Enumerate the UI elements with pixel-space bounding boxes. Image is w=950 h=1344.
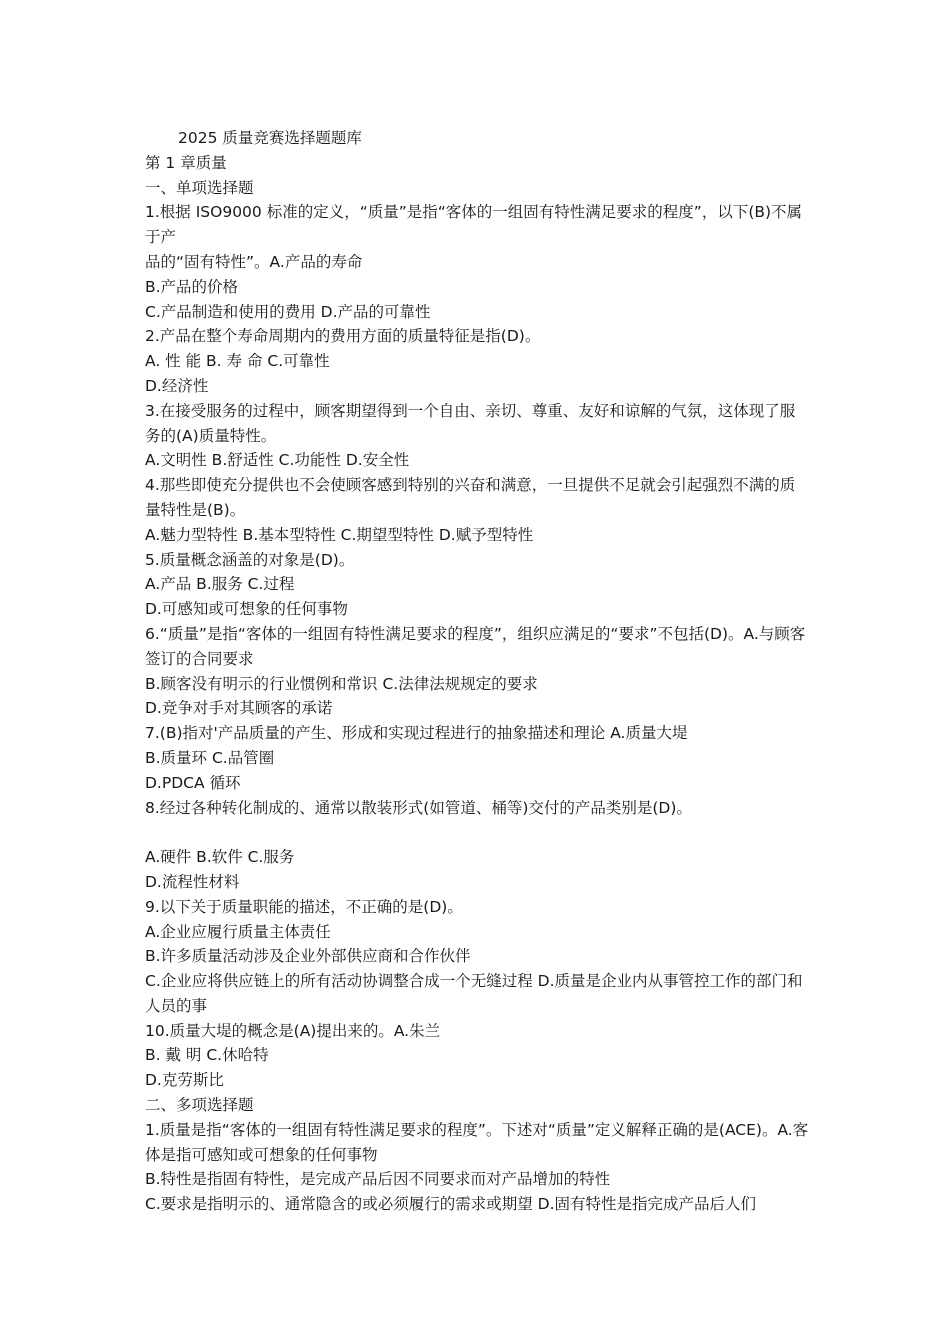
text-line: D.可感知或可想象的任何事物 — [145, 600, 348, 619]
text-line: D.竞争对手对其顾客的承诺 — [145, 699, 333, 718]
text-line: 9.以下关于质量职能的描述，不正确的是(D)。 — [145, 897, 463, 916]
text-line: A.产品 B.服务 C.过程 — [145, 575, 295, 594]
text-line: A.硬件 B.软件 C.服务 — [145, 848, 295, 867]
text-line: D.克劳斯比 — [145, 1071, 224, 1090]
text-line: B.产品的价格 — [145, 277, 239, 296]
text-line: D.经济性 — [145, 376, 209, 395]
text-line: B. 戴 明 C.休哈特 — [145, 1046, 269, 1065]
text-line: 6.“质量”是指“客体的一组固有特性满足要求的程度”，组织应满足的“要求”不包括(D)。A.与顾客签订的合同要求 — [145, 624, 806, 668]
text-line: B.特性是指固有特性，是完成产品后因不同要求而对产品增加的特性 — [145, 1170, 611, 1189]
text-line: 一、单项选择题 — [145, 178, 254, 197]
text-line: 7.(B)指对'产品质量的产生、形成和实现过程进行的抽象描述和理论 A.质量大堤 — [145, 724, 688, 743]
blank-line — [145, 820, 810, 845]
text-line: 1.根据 ISO9000 标准的定义，“质量”是指“客体的一组固有特性满足要求的程度”，以下(B)不属于产 — [145, 203, 803, 247]
text-line: 第 1 章质量 — [145, 153, 227, 172]
text-line: 品的“固有特性”。A.产品的寿命 — [145, 252, 363, 271]
text-line: D.流程性材料 — [145, 872, 240, 891]
text-line: 1.质量是指“客体的一组固有特性满足要求的程度”。下述对“质量”定义解释正确的是(ACE)。A.客体是指可感知或可想象的任何事物 — [145, 1120, 809, 1164]
text-line: 8.经过各种转化制成的、通常以散装形式(如管道、桶等)交付的产品类别是(D)。 — [145, 798, 692, 817]
text-line: 10.质量大堤的概念是(A)提出来的。A.朱兰 — [145, 1021, 441, 1040]
document-body — [145, 126, 810, 1217]
text-line: B.顾客没有明示的行业惯例和常识 C.法律法规规定的要求 — [145, 674, 538, 693]
text-line: C.产品制造和使用的费用 D.产品的可靠性 — [145, 302, 431, 321]
text-line: 5.质量概念涵盖的对象是(D)。 — [145, 550, 355, 569]
text-line: A.魅力型特性 B.基本型特性 C.期望型特性 D.赋予型特性 — [145, 525, 534, 544]
text-line: C.企业应将供应链上的所有活动协调整合成一个无缝过程 D.质量是企业内从事管控工作的部门和人员的事 — [145, 972, 803, 1015]
text-line: 2.产品在整个寿命周期内的费用方面的质量特征是指(D)。 — [145, 327, 541, 346]
text-line: A.企业应履行质量主体责任 — [145, 922, 331, 941]
text-line: B.质量环 C.品管圈 — [145, 748, 275, 767]
text-line: A. 性 能 B. 寿 命 C.可靠性 — [145, 352, 330, 371]
document-title: 2025 质量竞赛选择题题库 — [178, 129, 362, 147]
text-line: 4.那些即使充分提供也不会使顾客感到特别的兴奋和满意，一旦提供不足就会引起强烈不满的质量特性是(B)。 — [145, 476, 796, 519]
text-line: 二、多项选择题 — [145, 1096, 254, 1115]
text-line: 3.在接受服务的过程中，顾客期望得到一个自由、亲切、尊重、友好和谅解的气氛，这体现了服务的(A)质量特性。 — [145, 401, 796, 445]
text-line: C.要求是指明示的、通常隐含的或必须履行的需求或期望 D.固有特性是指完成产品后人们 — [145, 1195, 757, 1214]
text-line: D.PDCA 循环 — [145, 773, 241, 792]
text-line: A.文明性 B.舒适性 C.功能性 D.安全性 — [145, 451, 410, 470]
text-line: B.许多质量活动涉及企业外部供应商和合作伙伴 — [145, 947, 471, 966]
